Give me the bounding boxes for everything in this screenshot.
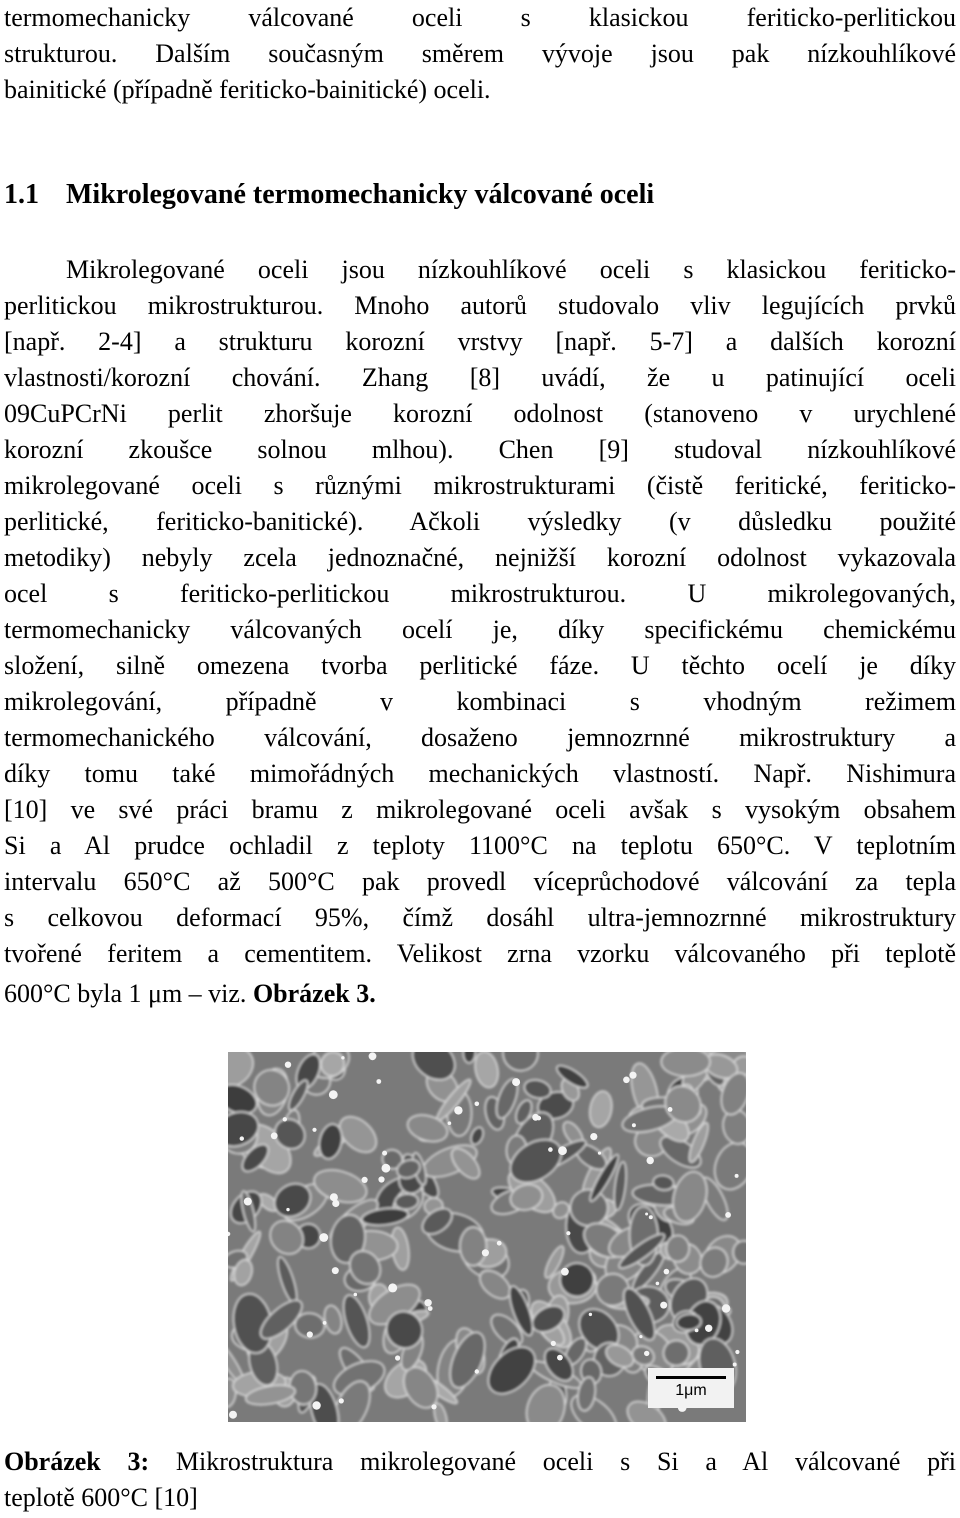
particle <box>229 1411 237 1419</box>
scale-bar-line <box>656 1376 726 1379</box>
particle <box>623 1077 630 1084</box>
particle <box>448 1121 452 1125</box>
particle <box>319 1233 328 1242</box>
particle <box>431 1404 436 1409</box>
particle <box>475 1369 479 1373</box>
figure-caption <box>4 1444 956 1516</box>
grain <box>661 1052 710 1076</box>
particle <box>649 1215 653 1219</box>
particle <box>395 1355 400 1360</box>
particle <box>660 1302 667 1309</box>
particle <box>354 1293 358 1297</box>
micrograph-image <box>228 1052 746 1422</box>
text-line: s celkovou deformací 95%, čímž dosáhl ultra-jemnozrnné mikrostruktury <box>4 903 956 932</box>
particle <box>332 1267 339 1274</box>
particle <box>283 1117 287 1121</box>
particle <box>639 1335 642 1338</box>
text-line: intervalu 650°C až 500°C pak provedl víceprůchodové válcování za tepla <box>4 867 956 896</box>
particle <box>329 1090 338 1099</box>
particle <box>733 1363 737 1367</box>
particle <box>512 1078 520 1086</box>
text-line: Si a Al prudce ochladil z teploty 1100°C na teplotu 650°C. V teplotním <box>4 831 956 860</box>
particle <box>589 1313 592 1316</box>
particle <box>664 1269 670 1275</box>
micrograph-figure <box>228 1052 746 1422</box>
particle <box>378 1176 384 1182</box>
particle <box>382 1164 391 1173</box>
text-line: metodiky) nebyly zcela jednoznačné, nejnižší korozní odolnost vykazovala <box>4 543 956 572</box>
particle <box>557 1355 563 1361</box>
particle <box>644 1351 649 1356</box>
figure-reference: Obrázek 3. <box>252 979 376 1008</box>
particle <box>454 1106 462 1114</box>
grain <box>666 1235 690 1262</box>
text-line: vlastnosti/korozní chování. Zhang [8] uvádí, že u patinující oceli <box>4 363 956 392</box>
particle <box>424 1299 431 1306</box>
particle <box>735 1174 739 1178</box>
caption-text: Mikrostruktura mikrolegované oceli s Si a Al válcované při <box>149 1447 956 1476</box>
particle <box>632 1123 636 1127</box>
particle <box>598 1152 601 1155</box>
particle <box>362 1177 368 1183</box>
text-line: ocel s feriticko-perlitickou mikrostrukturou. U mikrolegovaných, <box>4 579 956 608</box>
particle <box>705 1325 712 1332</box>
particle <box>645 1213 648 1216</box>
particle <box>590 1133 597 1140</box>
particle <box>285 1062 291 1068</box>
text-line: perlitickou mikrostrukturou. Mnoho autorů studovalo vliv legujících prvků <box>4 291 956 320</box>
particle <box>566 1231 570 1235</box>
grain <box>460 1227 487 1266</box>
particle <box>376 1079 381 1084</box>
particle <box>551 1341 556 1346</box>
particle <box>725 1212 731 1218</box>
particle <box>244 1198 252 1206</box>
particle <box>558 1146 567 1155</box>
particle <box>722 1304 730 1312</box>
text-line: Mikrolegované oceli jsou nízkouhlíkové oceli s klasickou feriticko- <box>66 255 956 284</box>
particle <box>629 1072 636 1079</box>
particle <box>428 1306 433 1311</box>
caption-label: Obrázek 3: <box>4 1447 150 1476</box>
particle <box>312 1401 320 1409</box>
text-line: termomechanického válcování, dosaženo jemnozrnné mikrostruktury a <box>4 723 956 752</box>
caption-line <box>4 1444 956 1480</box>
section-number: 1.1 <box>4 179 39 210</box>
text-span: 600°C byla 1 μm – viz. <box>4 979 253 1008</box>
text-line: [10] ve své práci bramu z mikrolegované oceli avšak s vysokým obsahem <box>4 795 956 824</box>
particle <box>307 1331 313 1337</box>
particle <box>330 1193 338 1201</box>
text-line: [např. 2-4] a strukturu korozní vrstvy [např. 5-7] a dalších korozní <box>4 327 956 356</box>
text-line: složení, silně omezena tvorba perlitické fáze. U těchto ocelí je díky <box>4 651 956 680</box>
particle <box>656 1282 660 1286</box>
particle <box>647 1157 654 1164</box>
particle <box>312 1128 316 1132</box>
particle <box>537 1116 542 1121</box>
particle <box>332 1200 339 1207</box>
particle <box>482 1249 489 1256</box>
particle <box>475 1102 480 1107</box>
particle <box>339 1398 344 1403</box>
text-line: díky tomu také mimořádných mechanických vlastností. Např. Nishimura <box>4 759 956 788</box>
text-line: tvořené feritem a cementitem. Velikost zrna vzorku válcovaného při teplotě <box>4 939 956 968</box>
text-line: 09CuPCrNi perlit zhoršuje korozní odolnost (stanoveno v urychlené <box>4 399 956 428</box>
caption-line: teplotě 600°C [10] <box>4 1483 198 1512</box>
scale-bar <box>648 1368 734 1408</box>
particle <box>382 1151 387 1156</box>
particle <box>548 1147 553 1152</box>
particle <box>369 1052 377 1060</box>
particle <box>497 1241 502 1246</box>
particle <box>735 1350 739 1354</box>
text-line: termomechanicky válcované oceli s klasickou feriticko-perlitickou <box>4 3 956 32</box>
particle <box>388 1283 397 1292</box>
particle <box>561 1268 569 1276</box>
particle <box>323 1321 327 1325</box>
particle <box>240 1136 244 1140</box>
particle <box>668 1107 673 1112</box>
particle <box>695 1329 699 1333</box>
text-line: termomechanicky válcovaných ocelí je, díky specifickému chemickému <box>4 615 956 644</box>
text-line: korozní zkoušce solnou mlhou). Chen [9] studoval nízkouhlíkové <box>4 435 956 464</box>
text-line: strukturou. Dalším současným směrem vývoje jsou pak nízkouhlíkové <box>4 39 956 68</box>
text-line: mikrolegované oceli s různými mikrostrukturami (čistě feritické, feriticko- <box>4 471 956 500</box>
text-line: perlitické, feriticko-banitické). Ačkoli výsledky (v důsledku použité <box>4 507 956 536</box>
section-title: Mikrolegované termomechanicky válcované oceli <box>66 179 655 210</box>
particle <box>341 1056 344 1059</box>
text-line <box>4 976 956 1012</box>
particle <box>271 1132 278 1139</box>
scale-bar-label: 1μm <box>675 1382 707 1399</box>
text-line: mikrolegování, případně v kombinaci s vhodným režimem <box>4 687 956 716</box>
text-line: bainitické (případně feriticko-bainitické) oceli. <box>4 75 491 104</box>
particle <box>286 1208 289 1211</box>
section-heading <box>4 175 654 215</box>
